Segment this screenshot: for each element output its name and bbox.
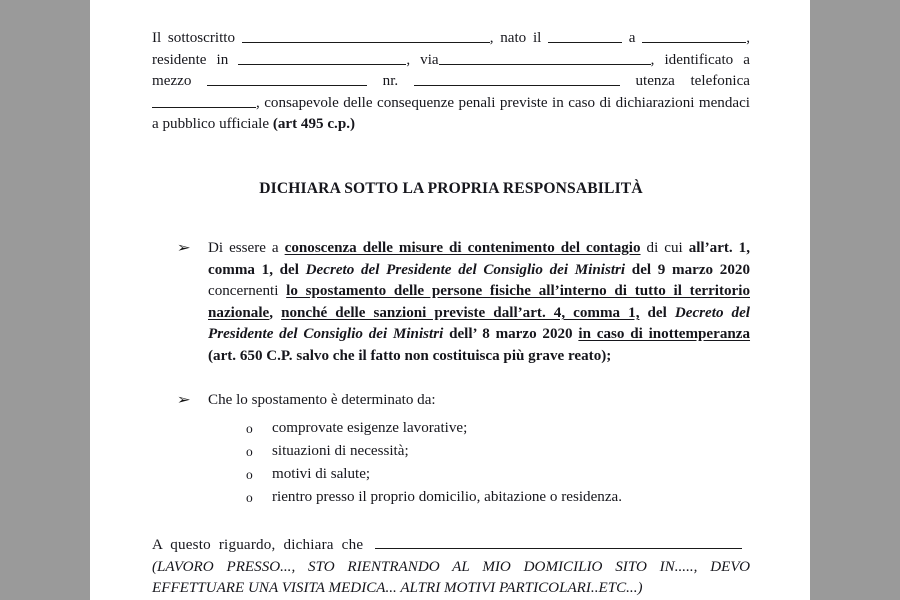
seg-comma-1: ,: [269, 304, 282, 321]
circle-bullet-icon: o: [246, 490, 253, 506]
declaration-heading: DICHIARA SOTTO LA PROPRIA RESPONSABILITÀ: [259, 179, 643, 197]
id-number-fill-line[interactable]: [414, 71, 620, 86]
circle-bullet-icon: o: [246, 421, 253, 437]
declaration-bullet-list: [152, 238, 750, 509]
closing-examples-line2: EFFETTUARE UNA VISITA MEDICA... ALTRI MOTIVI PARTICOLARI..ETC...): [152, 580, 643, 597]
bullet-item-reason-text: Che lo spostamento è determinato da:: [208, 391, 436, 408]
birthdate-fill-line[interactable]: [548, 28, 622, 43]
declaration-fill-line[interactable]: [375, 535, 742, 549]
phone-fill-line[interactable]: [152, 93, 256, 108]
residence-fill-line[interactable]: [238, 50, 406, 65]
intro-line3-b: nr.: [382, 73, 399, 90]
list-item-label: comprovate esigenze lavorative;: [272, 420, 468, 437]
seg-intro: Di essere a: [208, 239, 285, 256]
closing-declaration-label: A questo riguardo, dichiara che: [152, 537, 364, 554]
seg-noncompliance: in caso di inottemperanza: [578, 326, 751, 343]
bullet-item-knowledge: [152, 238, 750, 368]
closing-examples: [152, 557, 750, 600]
seg-date-1: del 9 marzo 2020: [625, 261, 750, 278]
seg-date-2: dell’ 8 marzo 2020: [443, 326, 579, 343]
closing-declaration-line: [152, 535, 750, 557]
list-item-label: rientro presso il proprio domicilio, abitazione o residenza.: [272, 489, 622, 506]
intro-line1-label: Il sottoscritto: [152, 30, 236, 46]
seg-del-2: del: [639, 304, 675, 321]
name-fill-line[interactable]: [242, 28, 490, 43]
list-item: [208, 486, 750, 509]
id-type-fill-line[interactable]: [207, 71, 367, 86]
intro-line1-end: a: [628, 30, 636, 46]
intro-line3-c: utenza telefonica: [635, 73, 750, 90]
circle-bullet-icon: o: [246, 444, 253, 460]
seg-decree-1: Decreto del Presidente del Consiglio dei Ministri: [305, 261, 626, 278]
list-item: [208, 463, 750, 486]
list-item: [208, 440, 750, 463]
street-fill-line[interactable]: [439, 50, 651, 65]
seg-concerning: concernenti: [208, 283, 287, 300]
list-item-label: motivi di salute;: [272, 466, 371, 483]
bullet-item-reason-body: [208, 390, 750, 510]
seg-movement: lo spostamento delle persone fisiche all’interno di tutto il territorio nazionale: [208, 283, 750, 321]
document-body: [90, 0, 810, 600]
intro-line2-b: , via: [406, 51, 439, 68]
bullet-item-reason: [152, 390, 750, 510]
list-item: [208, 417, 750, 440]
arrow-bullet-icon: ➢: [176, 239, 191, 256]
seg-measures: conoscenza delle misure di contenimento del contagio: [284, 239, 641, 256]
closing-section: [152, 535, 750, 600]
reason-sublist: [208, 417, 750, 509]
intro-line4: , consapevole delle consequenze penali previste in caso di: [256, 94, 612, 111]
seg-article: all’art. 1, comma 1, del: [208, 239, 750, 278]
intro-line2-c: ,: [650, 51, 655, 68]
seg-penalcode: (art. 650 C.P. salvo che il fatto non costituisca più grave reato);: [208, 347, 612, 364]
document-page: [90, 0, 810, 600]
list-item-label: situazioni di necessità;: [272, 443, 409, 460]
closing-examples-line1-text: (LAVORO PRESSO..., STO RIENTRANDO AL MIO DOMICILIO SITO IN....., DEVO: [152, 558, 750, 575]
closing-examples-line1: [152, 557, 750, 579]
bullet-item-knowledge-text: [208, 238, 750, 368]
seg-sanctions: nonché delle sanzioni previste dall’art. 4, comma 1,: [281, 304, 640, 321]
intro-paragraph: [152, 28, 750, 136]
intro-line5: dichiarazioni mendaci a pubblico ufficiale: [152, 94, 750, 133]
intro-line1-mid: , nato il: [489, 30, 542, 46]
intro-line3-a: identificato a mezzo: [152, 51, 750, 90]
intro-line2-a: , residente in: [152, 30, 750, 68]
birthplace-fill-line[interactable]: [642, 28, 746, 43]
arrow-bullet-icon: ➢: [176, 391, 191, 408]
seg-dicui: di cui: [640, 239, 689, 256]
intro-law-reference: (art 495 c.p.): [272, 116, 356, 133]
seg-decree-2: Decreto del Presidente del Consiglio dei Ministri: [208, 304, 750, 343]
circle-bullet-icon: o: [246, 467, 253, 483]
